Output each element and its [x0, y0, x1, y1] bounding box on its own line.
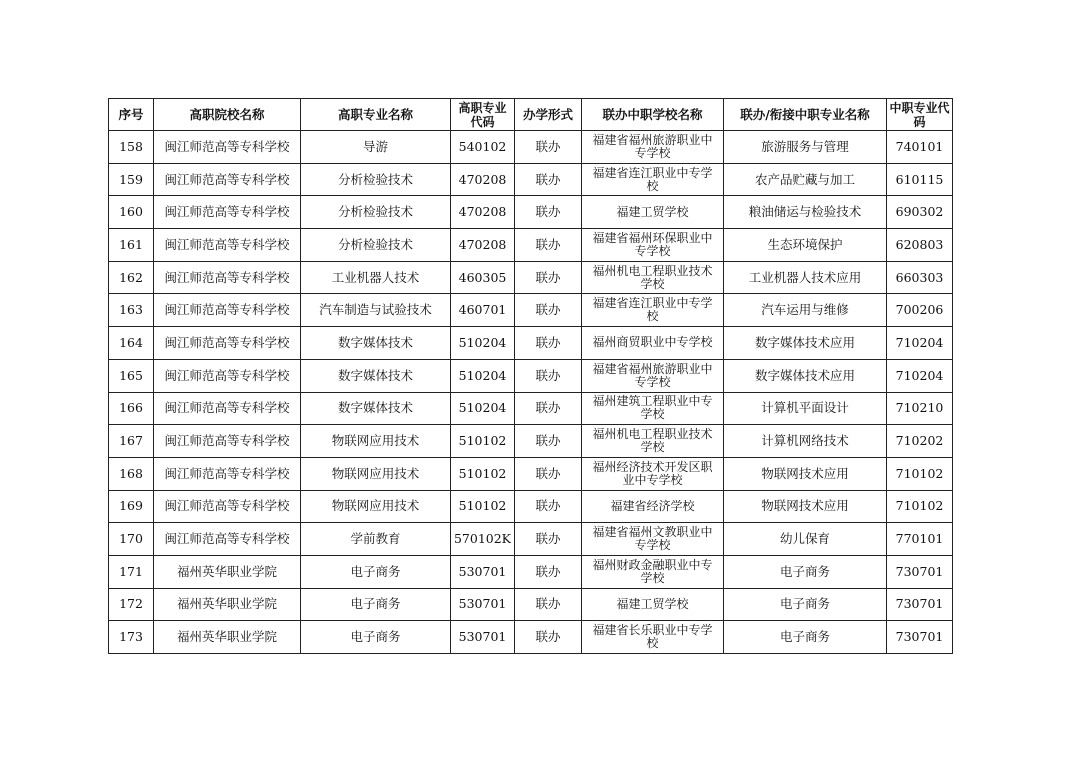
cell-code: 460305	[451, 261, 515, 294]
cell-code: 510204	[451, 392, 515, 425]
cell-mid-code: 610115	[887, 163, 953, 196]
cell-mid-school: 福州建筑工程职业中专学校	[582, 392, 724, 425]
cell-major: 汽车制造与试验技术	[301, 294, 451, 327]
header-mid-school: 联办中职学校名称	[582, 99, 724, 131]
table-row	[109, 163, 953, 196]
table-row	[109, 229, 953, 262]
cell-major: 物联网应用技术	[301, 490, 451, 523]
cell-mid-school: 福建工贸学校	[582, 196, 724, 229]
cell-college: 闽江师范高等专科学校	[154, 425, 301, 458]
cell-mid-major: 电子商务	[724, 588, 887, 621]
cell-mid-school: 福州机电工程职业技术学校	[582, 261, 724, 294]
cell-code: 510204	[451, 359, 515, 392]
cell-major: 物联网应用技术	[301, 425, 451, 458]
cell-college: 闽江师范高等专科学校	[154, 490, 301, 523]
cell-mid-code: 620803	[887, 229, 953, 262]
cell-mid-major: 生态环境保护	[724, 229, 887, 262]
cell-major: 分析检验技术	[301, 196, 451, 229]
cell-mode: 联办	[515, 425, 582, 458]
table-row	[109, 588, 953, 621]
cell-code: 570102K	[451, 523, 515, 556]
cell-mid-school: 福建省福州旅游职业中专学校	[582, 131, 724, 164]
cell-mode: 联办	[515, 621, 582, 654]
header-mode: 办学形式	[515, 99, 582, 131]
cell-no: 169	[109, 490, 154, 523]
table-row	[109, 555, 953, 588]
cell-mode: 联办	[515, 490, 582, 523]
cell-no: 170	[109, 523, 154, 556]
cell-mid-school: 福建省连江职业中专学校	[582, 294, 724, 327]
cell-mid-code: 710102	[887, 457, 953, 490]
table-row	[109, 294, 953, 327]
cell-mid-major: 汽车运用与维修	[724, 294, 887, 327]
cell-major: 学前教育	[301, 523, 451, 556]
table-header-row	[109, 99, 953, 131]
cell-mid-code: 730701	[887, 621, 953, 654]
cell-mid-code: 740101	[887, 131, 953, 164]
cell-mode: 联办	[515, 261, 582, 294]
cell-no: 163	[109, 294, 154, 327]
cell-mode: 联办	[515, 196, 582, 229]
table-row	[109, 457, 953, 490]
table-row	[109, 196, 953, 229]
cell-code: 510102	[451, 457, 515, 490]
cell-mid-school: 福建工贸学校	[582, 588, 724, 621]
cell-mode: 联办	[515, 523, 582, 556]
table-row	[109, 131, 953, 164]
header-mid-major: 联办/衔接中职专业名称	[724, 99, 887, 131]
cell-college: 闽江师范高等专科学校	[154, 359, 301, 392]
cell-code: 470208	[451, 196, 515, 229]
cell-mid-code: 660303	[887, 261, 953, 294]
cell-college: 福州英华职业学院	[154, 555, 301, 588]
cell-major: 数字媒体技术	[301, 327, 451, 360]
cell-mid-major: 电子商务	[724, 555, 887, 588]
cell-code: 470208	[451, 229, 515, 262]
cell-no: 164	[109, 327, 154, 360]
cell-code: 540102	[451, 131, 515, 164]
cell-mid-major: 幼儿保育	[724, 523, 887, 556]
cell-code: 530701	[451, 555, 515, 588]
cell-major: 物联网应用技术	[301, 457, 451, 490]
cell-code: 510102	[451, 425, 515, 458]
cell-no: 160	[109, 196, 154, 229]
cell-mid-code: 710102	[887, 490, 953, 523]
table-row	[109, 523, 953, 556]
header-college: 高职院校名称	[154, 99, 301, 131]
cell-college: 闽江师范高等专科学校	[154, 327, 301, 360]
cell-code: 510102	[451, 490, 515, 523]
cell-mode: 联办	[515, 229, 582, 262]
cell-mid-major: 数字媒体技术应用	[724, 359, 887, 392]
cell-mid-code: 710202	[887, 425, 953, 458]
header-major: 高职专业名称	[301, 99, 451, 131]
cell-mid-code: 710204	[887, 359, 953, 392]
cell-mid-code: 710204	[887, 327, 953, 360]
cell-no: 159	[109, 163, 154, 196]
cell-college: 闽江师范高等专科学校	[154, 229, 301, 262]
cell-code: 470208	[451, 163, 515, 196]
cell-no: 166	[109, 392, 154, 425]
cell-mid-major: 农产品贮藏与加工	[724, 163, 887, 196]
cell-mode: 联办	[515, 163, 582, 196]
cell-mid-code: 730701	[887, 588, 953, 621]
cell-mid-school: 福州机电工程职业技术学校	[582, 425, 724, 458]
cell-no: 165	[109, 359, 154, 392]
header-code: 高职专业代码	[451, 99, 515, 131]
cell-mid-major: 电子商务	[724, 621, 887, 654]
cell-mode: 联办	[515, 588, 582, 621]
header-no: 序号	[109, 99, 154, 131]
cell-major: 分析检验技术	[301, 229, 451, 262]
cell-college: 闽江师范高等专科学校	[154, 392, 301, 425]
table-row	[109, 359, 953, 392]
cell-mid-school: 福建省福州环保职业中专学校	[582, 229, 724, 262]
cell-mid-major: 物联网技术应用	[724, 457, 887, 490]
cell-mid-code: 700206	[887, 294, 953, 327]
cell-mid-code: 710210	[887, 392, 953, 425]
cell-college: 闽江师范高等专科学校	[154, 457, 301, 490]
cell-no: 158	[109, 131, 154, 164]
cell-mode: 联办	[515, 457, 582, 490]
cell-major: 分析检验技术	[301, 163, 451, 196]
cell-mid-school: 福建省福州文教职业中专学校	[582, 523, 724, 556]
cell-no: 173	[109, 621, 154, 654]
cell-mid-major: 数字媒体技术应用	[724, 327, 887, 360]
cell-mid-school: 福建省经济学校	[582, 490, 724, 523]
cell-major: 电子商务	[301, 621, 451, 654]
cell-mid-school: 福建省连江职业中专学校	[582, 163, 724, 196]
cell-mid-major: 粮油储运与检验技术	[724, 196, 887, 229]
table-row	[109, 490, 953, 523]
cell-college: 福州英华职业学院	[154, 621, 301, 654]
cell-mid-major: 物联网技术应用	[724, 490, 887, 523]
cell-mode: 联办	[515, 555, 582, 588]
cell-mid-school: 福州商贸职业中专学校	[582, 327, 724, 360]
cell-no: 171	[109, 555, 154, 588]
cell-major: 导游	[301, 131, 451, 164]
cell-major: 工业机器人技术	[301, 261, 451, 294]
cell-no: 161	[109, 229, 154, 262]
cell-code: 510204	[451, 327, 515, 360]
table-row	[109, 327, 953, 360]
cell-college: 闽江师范高等专科学校	[154, 523, 301, 556]
cell-mid-major: 工业机器人技术应用	[724, 261, 887, 294]
cell-no: 167	[109, 425, 154, 458]
cell-mid-major: 计算机平面设计	[724, 392, 887, 425]
cell-code: 530701	[451, 588, 515, 621]
cell-mid-major: 旅游服务与管理	[724, 131, 887, 164]
table-body	[109, 131, 953, 654]
cell-no: 162	[109, 261, 154, 294]
cell-college: 福州英华职业学院	[154, 588, 301, 621]
cell-mode: 联办	[515, 392, 582, 425]
cell-mode: 联办	[515, 131, 582, 164]
cell-college: 闽江师范高等专科学校	[154, 294, 301, 327]
cell-major: 数字媒体技术	[301, 359, 451, 392]
cell-no: 172	[109, 588, 154, 621]
cell-mode: 联办	[515, 294, 582, 327]
cell-mode: 联办	[515, 359, 582, 392]
cell-major: 电子商务	[301, 588, 451, 621]
cell-mid-school: 福建省福州旅游职业中专学校	[582, 359, 724, 392]
table-row	[109, 261, 953, 294]
enrollment-table	[108, 98, 953, 654]
cell-college: 闽江师范高等专科学校	[154, 131, 301, 164]
cell-no: 168	[109, 457, 154, 490]
cell-mid-school: 福建省长乐职业中专学校	[582, 621, 724, 654]
cell-mid-code: 770101	[887, 523, 953, 556]
cell-code: 460701	[451, 294, 515, 327]
cell-mid-code: 690302	[887, 196, 953, 229]
cell-major: 数字媒体技术	[301, 392, 451, 425]
table-row	[109, 621, 953, 654]
cell-college: 闽江师范高等专科学校	[154, 261, 301, 294]
cell-mode: 联办	[515, 327, 582, 360]
cell-mid-code: 730701	[887, 555, 953, 588]
cell-mid-school: 福州财政金融职业中专学校	[582, 555, 724, 588]
cell-code: 530701	[451, 621, 515, 654]
table-row	[109, 425, 953, 458]
table-row	[109, 392, 953, 425]
cell-college: 闽江师范高等专科学校	[154, 163, 301, 196]
cell-major: 电子商务	[301, 555, 451, 588]
cell-college: 闽江师范高等专科学校	[154, 196, 301, 229]
cell-mid-school: 福州经济技术开发区职业中专学校	[582, 457, 724, 490]
header-mid-code: 中职专业代码	[887, 99, 953, 131]
cell-mid-major: 计算机网络技术	[724, 425, 887, 458]
